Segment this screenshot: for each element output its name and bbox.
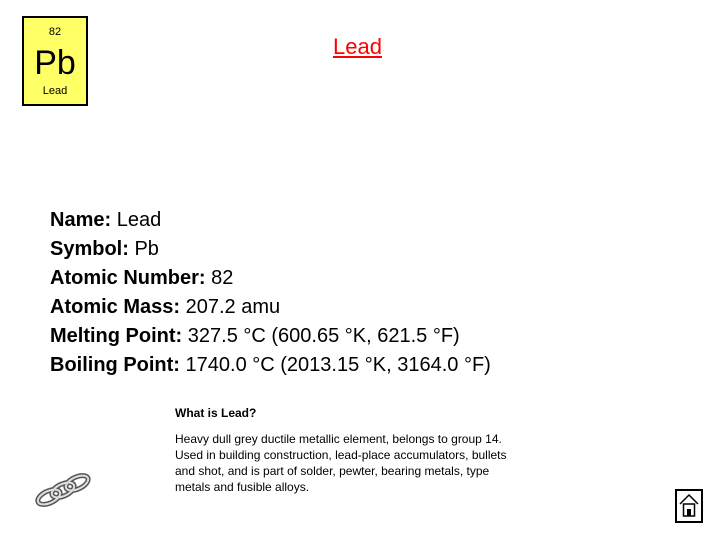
property-value: Lead bbox=[116, 209, 162, 231]
tile-atomic-number: 82 bbox=[48, 26, 62, 38]
property-value: 82 bbox=[211, 267, 234, 289]
chain-link-icon[interactable] bbox=[34, 470, 92, 510]
element-properties bbox=[50, 206, 491, 380]
tile-symbol: Pb bbox=[34, 44, 76, 82]
property-melting-point bbox=[50, 322, 491, 351]
property-name bbox=[50, 206, 491, 235]
element-tile bbox=[22, 16, 88, 106]
property-value: 1740.0 °C (2013.15 °K, 3164.0 °F) bbox=[185, 354, 491, 376]
property-label: Symbol: bbox=[50, 238, 129, 260]
tile-element-name: Lead bbox=[42, 85, 68, 97]
property-value: Pb bbox=[134, 238, 159, 260]
description-body: Heavy dull grey ductile metallic element, belongs to group 14. Used in building construction, lead-place accumulators, bullets and shot, and is part of solder, pewter, bearing metals, type metals and fusible alloys. bbox=[175, 432, 507, 494]
property-atomic-mass bbox=[50, 293, 491, 322]
element-title-link[interactable]: Lead bbox=[333, 34, 382, 59]
home-button[interactable] bbox=[675, 489, 703, 523]
property-symbol bbox=[50, 235, 491, 264]
property-label: Atomic Mass: bbox=[50, 296, 181, 318]
home-icon bbox=[677, 491, 701, 521]
property-label: Name: bbox=[50, 209, 112, 231]
property-label: Boiling Point: bbox=[50, 354, 180, 376]
description-heading: What is Lead? bbox=[175, 406, 257, 420]
property-atomic-number bbox=[50, 264, 491, 293]
property-label: Atomic Number: bbox=[50, 267, 206, 289]
property-value: 327.5 °C (600.65 °K, 621.5 °F) bbox=[187, 325, 460, 347]
property-label: Melting Point: bbox=[50, 325, 183, 347]
property-value: 207.2 amu bbox=[185, 296, 281, 318]
property-boiling-point bbox=[50, 351, 491, 380]
